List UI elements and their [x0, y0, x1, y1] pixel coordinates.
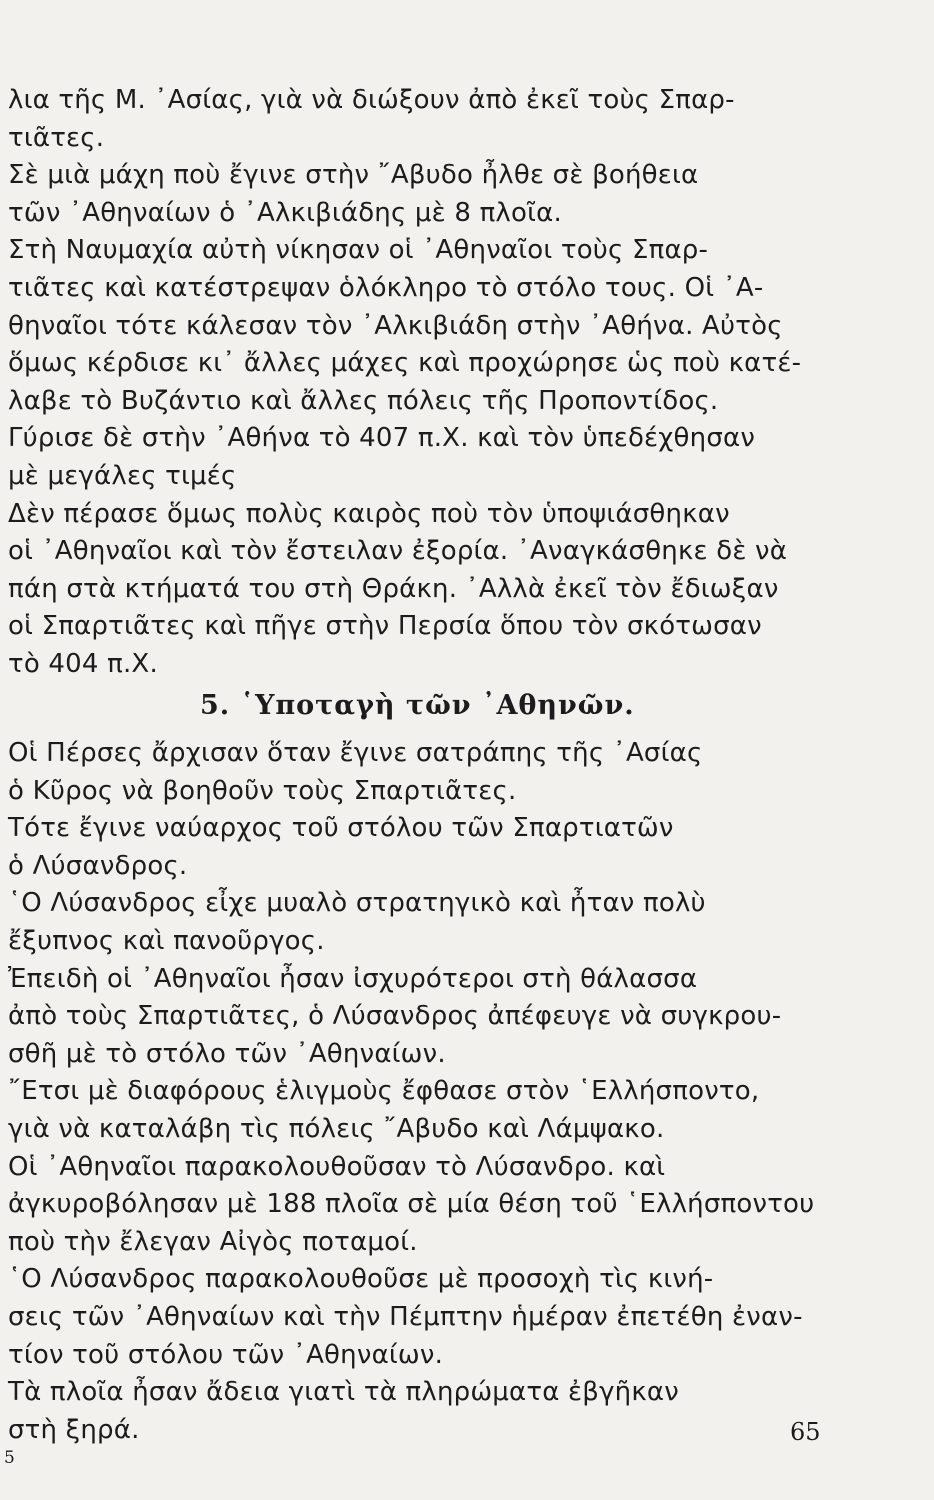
text-line: οἱ Σπαρτιᾶτες καὶ πῆγε στὴν Περσία ὅπου τὸν σκότωσαν: [8, 611, 762, 642]
text-line: σθῆ μὲ τὸ στόλο τῶν ᾿Αθηναίων.: [8, 1038, 446, 1069]
text-line: σεις τῶν ᾿Αθηναίων καὶ τὴν Πέμπτην ἡμέραν ἐπετέθη ἐναν-: [8, 1302, 803, 1332]
text-line: τίον τοῦ στόλου τῶν ᾿Αθηναίων.: [8, 1339, 444, 1370]
text-line: ἀπὸ τοὺς Σπαρτιᾶτες, ὁ Λύσανδρος ἀπέφευγε νὰ συγκρου-: [8, 1001, 782, 1032]
page-number: 65: [790, 1418, 821, 1446]
text-line: Τότε ἔγινε ναύαρχος τοῦ στόλου τῶν Σπαρτιατῶν: [8, 813, 674, 844]
text-line: ἀγκυροβόλησαν μὲ 188 πλοῖα σὲ μία θέση τοῦ ῾Ελλήσποντου: [8, 1189, 815, 1220]
text-line: τιᾶτες.: [8, 122, 105, 153]
text-line: ῎Ετσι μὲ διαφόρους ἑλιγμοὺς ἔφθασε στὸν ῾Ελλήσποντο,: [8, 1076, 760, 1107]
text-line: Γύρισε δὲ στὴν ᾿Αθήνα τὸ 407 π.Χ. καὶ τὸν ὑπεδέχθησαν: [8, 423, 756, 454]
text-line: τιᾶτες καὶ κατέστρεψαν ὁλόκληρο τὸ στόλο τους. Οἱ ᾿Α-: [8, 273, 764, 303]
text-line: στὴ ξηρά.: [8, 1414, 140, 1445]
text-line: θηναῖοι τότε κάλεσαν τὸν ᾿Αλκιβιάδη στὴν ᾿Αθήνα. Αὐτὸς: [8, 310, 783, 341]
text-line: Στὴ Ναυμαχία αὐτὴ νίκησαν οἱ ᾿Αθηναῖοι τοὺς Σπαρ-: [8, 235, 709, 266]
text-line: οἱ ᾿Αθηναῖοι καὶ τὸν ἔστειλαν ἐξορία. ᾿Αναγκάσθηκε δὲ νὰ: [8, 536, 788, 567]
text-line: ῾Ο Λύσανδρος εἶχε μυαλὸ στρατηγικὸ καὶ ἦταν πολὺ: [8, 888, 706, 919]
text-line: λαβε τὸ Βυζάντιο καὶ ἄλλες πόλεις τῆς Προποντίδος.: [8, 385, 719, 416]
text-line: ῾Ο Λύσανδρος παρακολουθοῦσε μὲ προσοχὴ τὶς κινή-: [8, 1264, 714, 1295]
text-line: Τὰ πλοῖα ἦσαν ἄδεια γιατὶ τὰ πληρώματα ἐβγῆκαν: [8, 1377, 679, 1408]
text-line: Οἱ Πέρσες ἄρχισαν ὅταν ἔγινε σατράπης τῆς ᾿Ασίας: [8, 738, 703, 768]
text-line: γιὰ νὰ καταλάβη τὶς πόλεις ῎Αβυδο καὶ Λάμψακο.: [8, 1114, 665, 1144]
section-heading: 5. ῾Υποταγὴ τῶν ᾿Αθηνῶν.: [200, 689, 635, 721]
text-line: ποὺ τὴν ἔλεγαν Αἰγὸς ποταμοί.: [8, 1226, 418, 1257]
text-line: Σὲ μιὰ μάχη ποὺ ἔγινε στὴν ῎Αβυδο ἦλθε σὲ βοήθεια: [8, 160, 699, 191]
text-line: τὸ 404 π.Χ.: [8, 649, 158, 679]
text-line: Δὲν πέρασε ὅμως πολὺς καιρὸς ποὺ τὸν ὑποψιάσθηκαν: [8, 498, 730, 529]
text-line: ὅμως κέρδισε κι᾿ ἄλλες μάχες καὶ προχώρησε ὡς ποὺ κατέ-: [8, 348, 802, 379]
text-line: ὁ Κῦρος νὰ βοηθοῦν τοὺς Σπαρτιᾶτες.: [8, 775, 517, 806]
text-line: Οἱ ᾿Αθηναῖοι παρακολουθοῦσαν τὸ Λύσανδρο. καὶ: [8, 1151, 666, 1182]
text-line: πάη στὰ κτήματά του στὴ Θράκη. ᾿Αλλὰ ἐκεῖ τὸν ἔδιωξαν: [8, 573, 779, 604]
text-line: ἔξυπνος καὶ πανοῦργος.: [8, 926, 325, 956]
text-line: Ἐπειδὴ οἱ ᾿Αθηναῖοι ἦσαν ἰσχυρότεροι στὴ θάλασσα: [8, 963, 698, 994]
text-line: τῶν ᾿Αθηναίων ὁ ᾿Αλκιβιάδης μὲ 8 πλοῖα.: [8, 197, 562, 228]
margin-mark: 5: [4, 1448, 15, 1468]
text-line: ὁ Λύσανδρος.: [8, 850, 188, 881]
text-line: μὲ μεγάλες τιμές: [8, 461, 237, 491]
text-line: λια τῆς Μ. ᾿Ασίας, γιὰ νὰ διώξουν ἀπὸ ἐκεῖ τοὺς Σπαρ-: [8, 85, 735, 115]
